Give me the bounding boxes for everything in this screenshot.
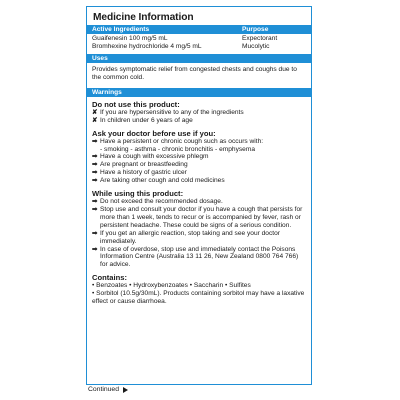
arrow-icon: ➡ (92, 169, 98, 177)
active-ingredients-header (87, 25, 311, 34)
list-item: ➡ Are taking other cough and cold medicines (92, 177, 225, 185)
list-item: ✘ If you are hypersensitive to any of the ingredients (92, 108, 244, 116)
warnings-label: Warnings (92, 88, 122, 96)
arrow-icon: ➡ (92, 153, 98, 161)
continued-label: Continued (88, 386, 119, 393)
ingredient-row (92, 43, 306, 51)
cross-icon: ✘ (92, 116, 98, 124)
list-item: ➡ Do not exceed the recommended dosage. (92, 198, 223, 206)
ingredient-name: Guaifenesin 100 mg/5 mL (92, 35, 168, 42)
do-not-use-heading: Do not use this product: (92, 99, 180, 109)
continued-indicator (88, 385, 128, 395)
while-using-heading: While using this product: (92, 189, 184, 199)
ask-doctor-heading: Ask your doctor before use if you: (92, 128, 216, 138)
contains-line: • Benzoates • Hydroxybenzoates • Saccharin • Sulfites (92, 282, 251, 290)
list-item: ➡ Have a history of gastric ulcer (92, 169, 187, 177)
ingredient-purpose: Expectorant (242, 35, 278, 42)
list-item: ➡ Have a persistent or chronic cough such as occurs with: (92, 137, 264, 145)
arrow-icon: ➡ (92, 205, 98, 213)
list-item: ➡ Are pregnant or breastfeeding (92, 161, 188, 169)
arrow-icon: ➡ (92, 245, 98, 253)
list-item: ➡ Stop use and consult your doctor if you have a cough that persists for more than 1 week, tends to recur or is accompanied by fever, rash or persistent headache. These could be signs of a serious condition. (92, 205, 303, 229)
arrow-icon: ➡ (92, 161, 98, 169)
purpose-label: Purpose (242, 26, 269, 33)
uses-label: Uses (92, 55, 108, 62)
list-item: ➡ In case of overdose, stop use and immediately contact the Poisons Information Centre (Australia 13 11 26, New Zealand 0800 764 766) for advice. (92, 245, 299, 269)
play-arrow-icon (123, 387, 128, 393)
warnings-header (87, 88, 311, 97)
ingredient-name: Bromhexine hydrochloride 4 mg/5 mL (92, 43, 202, 50)
warnings-section (87, 97, 311, 306)
contains-line: • Sorbitol (10.5g/30mL). Products containing sorbitol may have a laxative effect or cause diarrhoea. (92, 290, 305, 306)
uses-text: Provides symptomatic relief from congested chests and coughs due to the common cold. (92, 66, 297, 82)
list-item: ➡ Have a cough with excessive phlegm (92, 153, 209, 161)
cross-icon: ✘ (92, 108, 98, 116)
uses-header (87, 54, 311, 63)
arrow-icon: ➡ (92, 177, 98, 185)
arrow-icon: ➡ (92, 137, 98, 145)
active-ingredients-label: Active Ingredients (92, 26, 150, 33)
list-subitem: - smoking - asthma - chronic bronchitis - emphysema (100, 145, 256, 153)
ingredient-purpose: Mucolytic (242, 43, 270, 50)
list-item: ✘ In children under 6 years of age (92, 116, 193, 124)
panel-title: Medicine Information (93, 12, 194, 23)
medicine-information-panel (86, 6, 312, 385)
arrow-icon: ➡ (92, 229, 98, 237)
list-item: ➡ If you get an allergic reaction, stop taking and see your doctor immediately. (92, 229, 280, 245)
arrow-icon: ➡ (92, 198, 98, 206)
ingredient-row (92, 35, 306, 43)
contains-heading: Contains: (92, 273, 128, 283)
ingredients-table (87, 34, 311, 54)
